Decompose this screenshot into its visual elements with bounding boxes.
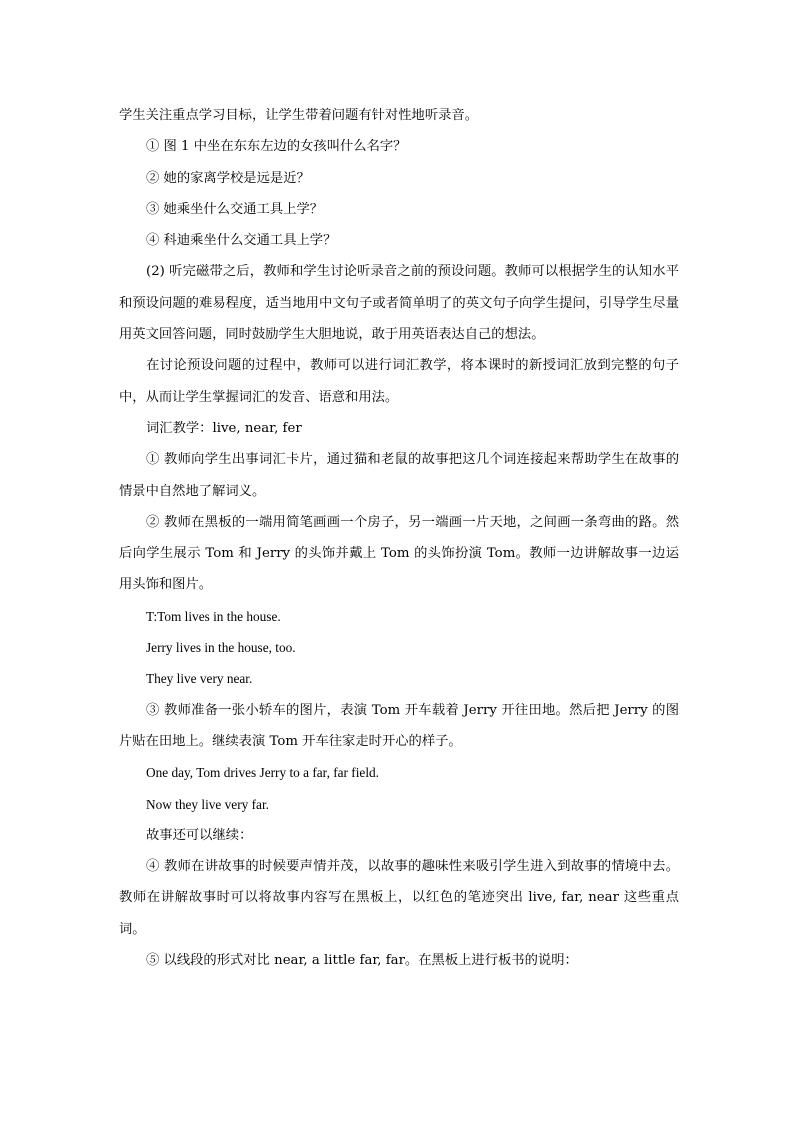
vocabulary-step-1: ① 教师向学生出事词汇卡片，通过猫和老鼠的故事把这几个词连接起来帮助学生在故事的情景中自然地了解词义。 (119, 452, 679, 499)
dialogue-line-5: Now they live very far. (146, 796, 269, 812)
vocabulary-heading: 词汇教学：live, near, fer (146, 420, 302, 436)
dialogue-line-4: One day, Tom drives Jerry to a far, far field. (146, 765, 379, 781)
question-2: ② 她的家离学校是远是近？ (146, 170, 310, 186)
question-4: ④ 科迪乘坐什么交通工具上学？ (146, 233, 337, 249)
paragraph-intro-continuation: 学生关注重点学习目标，让学生带着问题有针对性地听录音。 (119, 108, 479, 123)
dialogue-line-2: Jerry lives in the house, too. (146, 640, 296, 656)
document-body (119, 100, 679, 976)
vocabulary-step-2: ② 教师在黑板的一端用简笔画画一个房子，另一端画一片天地，之间画一条弯曲的路。然后向学生展示 Tom 和 Jerry 的头饰并戴上 Tom 的头饰扮演 Tom。教师一边讲解故事一边运用头饰和图片。 (119, 514, 679, 593)
vocabulary-step-3: ③ 教师准备一张小轿车的图片，表演 Tom 开车载着 Jerry 开往田地。然后把 Jerry 的图片贴在田地上。继续表演 Tom 开车往家走时开心的样子。 (119, 702, 679, 749)
paragraph-vocabulary-intro: 在讨论预设问题的过程中，教师可以进行词汇教学，将本课时的新授词汇放到完整的句子中，从而让学生掌握词汇的发音、语意和用法。 (119, 358, 679, 405)
story-continue-note: 故事还可以继续： (146, 827, 253, 843)
question-3: ③ 她乘坐什么交通工具上学？ (146, 201, 324, 217)
question-1: ① 图 1 中坐在东东左边的女孩叫什么名字？ (146, 139, 407, 155)
dialogue-line-3: They live very near. (146, 671, 253, 687)
paragraph-step-2: (2) 听完磁带之后，教师和学生讨论听录音之前的预设问题。教师可以根据学生的认知水平和预设问题的难易程度，适当地用中文句子或者简单明了的英文句子向学生提问，引导学生尽量用英文回答问题，同时鼓励学生大胆地说，敢于用英语表达自己的想法。 (119, 264, 679, 343)
vocabulary-step-5: ⑤ 以线段的形式对比 near, a little far, far。在黑板上进行板书的说明： (146, 953, 578, 969)
dialogue-line-1: T:Tom lives in the house. (146, 608, 281, 624)
vocabulary-step-4: ④ 教师在讲故事的时候要声情并茂，以故事的趣味性来吸引学生进入到故事的情境中去。教师在讲解故事时可以将故事内容写在黑板上，以红色的笔迹突出 live, far, near 这些重点词。 (119, 859, 679, 937)
